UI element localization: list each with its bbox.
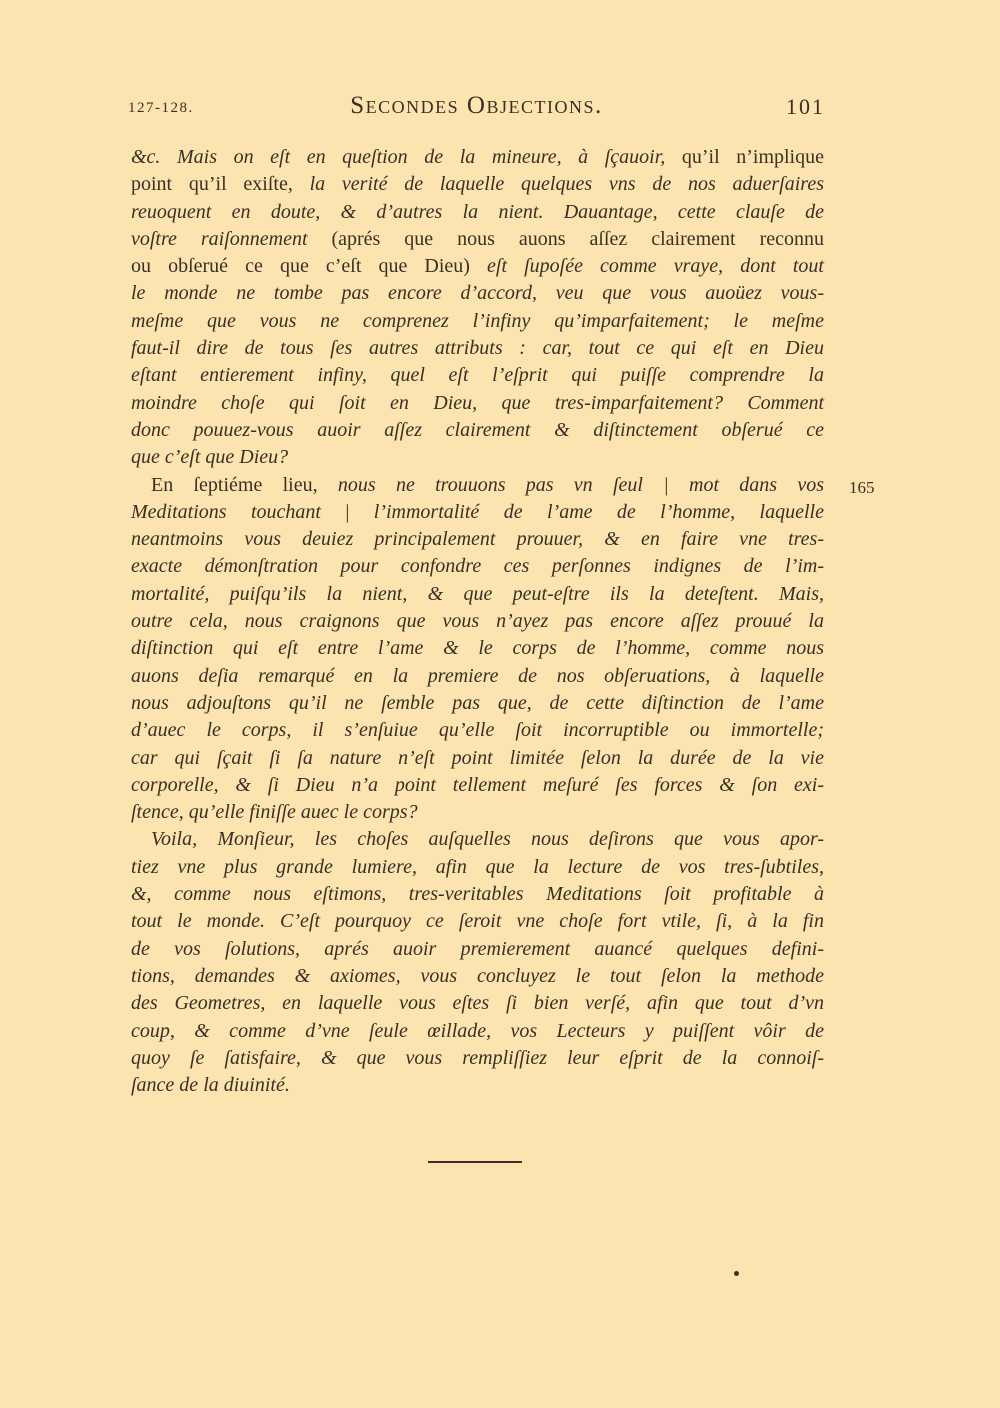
page-range: 127-128. xyxy=(128,100,194,116)
text-line xyxy=(131,417,824,444)
text-line xyxy=(131,553,824,580)
text-segment: faut-il dire de tous ſes autres attributs : car, tout ce qui eſt en Dieu xyxy=(131,337,824,360)
text-segment: point qu’il exiſte, xyxy=(131,173,310,196)
text-segment: Voila, Monſieur, les choſes auſquelles nous deſirons que vous apor- xyxy=(151,828,824,851)
text-segment: le monde ne tombe pas encore d’accord, veu que vous auoüez vous- xyxy=(131,282,824,305)
text-line xyxy=(131,499,824,526)
text-line xyxy=(131,362,824,389)
ink-spot xyxy=(734,1271,739,1276)
text-line xyxy=(131,280,824,307)
text-line xyxy=(131,472,824,499)
text-segment: moindre choſe qui ſoit en Dieu, que tres-imparfaitement? Comment xyxy=(131,391,824,414)
text-line xyxy=(131,1045,824,1072)
text-segment: quoy ſe ſatisfaire, & que vous rempliſſiez leur eſprit de la connoiſ- xyxy=(131,1046,824,1069)
text-segment: diſtinction qui eſt entre l’ame & le corps de l’homme, comme nous xyxy=(131,637,824,660)
running-header xyxy=(128,92,825,128)
text-segment: | xyxy=(345,500,374,523)
margin-page-number: 165 xyxy=(849,478,875,497)
text-segment: &c. Mais on eſt en queſtion de la mineure, à ſçauoir, xyxy=(131,146,682,168)
text-segment: outre cela, nous craignons que vous n’ayez pas encore aſſez prouué la xyxy=(131,610,824,633)
text-line xyxy=(131,144,824,171)
text-segment: neantmoins vous deuiez principalement prouuer, & en faire vne tres- xyxy=(131,528,824,551)
text-segment: eſtant entierement infiny, quel eſt l’eſprit qui puiſſe comprendre la xyxy=(131,364,824,387)
text-segment: qu’il n’implique xyxy=(681,146,824,168)
running-title: Secondes Objections. xyxy=(350,92,603,119)
text-segment: nous ne trouuons pas vn ſeul | mot dans vos xyxy=(337,473,824,496)
text-line xyxy=(131,253,824,280)
text-segment: exacte démonſtration pour confondre ces perſonnes indignes de l’im- xyxy=(131,555,824,578)
text-line xyxy=(131,854,824,881)
text-line xyxy=(131,526,824,553)
text-line xyxy=(131,799,824,826)
text-segment: (aprés que nous auons aſſez clairement reconnu xyxy=(331,227,824,250)
body-text xyxy=(131,144,824,1099)
text-segment: mortalité, puiſqu’ils la nient, & que peut-eſtre ils la deteſtent. Mais, xyxy=(131,582,824,605)
text-line xyxy=(131,226,824,253)
text-segment: &, comme nous eſtimons, tres-veritables Meditations ſoit profitable à xyxy=(131,883,824,906)
text-line xyxy=(131,635,824,662)
text-line xyxy=(131,171,824,198)
text-line xyxy=(131,881,824,908)
text-line xyxy=(131,608,824,635)
text-segment: reuoquent en doute, & d’autres la nient. Dauantage, cette clauſe de xyxy=(131,200,824,223)
text-line xyxy=(131,963,824,990)
text-segment: tiez vne plus grande lumiere, afin que la lecture de vos tres-ſubtiles, xyxy=(131,855,824,878)
text-line xyxy=(131,308,824,335)
text-segment: ſtence, qu’elle finiſſe auec le corps? xyxy=(131,801,418,824)
text-line xyxy=(131,690,824,717)
text-segment: coup, & comme d’vne ſeule œillade, vos Lecteurs y puiſſent vôir de xyxy=(131,1019,824,1042)
text-segment: nous adjouſtons qu’il ne ſemble pas que, de cette diſtinction de l’ame xyxy=(131,691,824,714)
text-segment: tout le monde. C’eſt pourquoy ce ſeroit vne choſe fort vtile, ſi, à la fin xyxy=(131,910,824,933)
text-line xyxy=(131,581,824,608)
text-line xyxy=(131,826,824,853)
text-line xyxy=(131,1072,824,1099)
text-segment: tions, demandes & axiomes, vous concluyez le tout ſelon la methode xyxy=(131,964,824,987)
text-line xyxy=(131,990,824,1017)
text-line xyxy=(131,199,824,226)
text-segment: ſance de la diuinité. xyxy=(131,1074,290,1097)
text-line xyxy=(131,772,824,799)
text-segment: En ſeptiéme lieu, xyxy=(151,473,338,496)
text-line xyxy=(131,335,824,362)
text-segment: car qui ſçait ſi ſa nature n’eſt point limitée ſelon la durée de la vie xyxy=(131,746,824,769)
text-segment: que c’eſt que Dieu? xyxy=(131,446,289,469)
text-segment: l’immortalité de l’ame de l’homme, laquelle xyxy=(373,500,824,523)
text-line xyxy=(131,936,824,963)
text-segment: des Geometres, en laquelle vous eſtes ſi bien verſé, afin que tout d’vn xyxy=(131,992,824,1015)
text-segment: d’auec le corps, il s’enſuiue qu’elle ſoit incorruptible ou immortelle; xyxy=(131,719,824,742)
text-line xyxy=(131,663,824,690)
text-line xyxy=(131,444,824,471)
text-segment: donc pouuez-vous auoir aſſez clairement & diſtinctement obſerué ce xyxy=(131,418,824,441)
text-segment: eſt ſupoſée comme vraye, dont tout xyxy=(487,255,824,278)
end-rule xyxy=(428,1161,522,1163)
text-line xyxy=(131,717,824,744)
text-segment: meſme que vous ne comprenez l’infiny qu’imparfaitement; le meſme xyxy=(131,309,824,332)
text-segment: voſtre raiſonnement xyxy=(131,227,332,250)
text-line xyxy=(131,745,824,772)
text-segment: auons deſia remarqué en la premiere de nos obſeruations, à laquelle xyxy=(131,664,824,687)
text-segment: de vos ſolutions, aprés auoir premierement auancé quelques defini- xyxy=(131,937,824,960)
text-line xyxy=(131,1018,824,1045)
folio-number: 101 xyxy=(786,94,825,119)
text-segment: ou obſerué ce que c’eſt que Dieu) xyxy=(131,255,488,278)
text-segment: la verité de laquelle quelques vns de nos aduerſaires xyxy=(309,173,824,196)
text-line xyxy=(131,908,824,935)
text-line xyxy=(131,390,824,417)
text-segment: Meditations touchant xyxy=(131,500,346,523)
text-segment: corporelle, & ſi Dieu n’a point tellement meſuré ſes forces & ſon exi- xyxy=(131,773,824,796)
